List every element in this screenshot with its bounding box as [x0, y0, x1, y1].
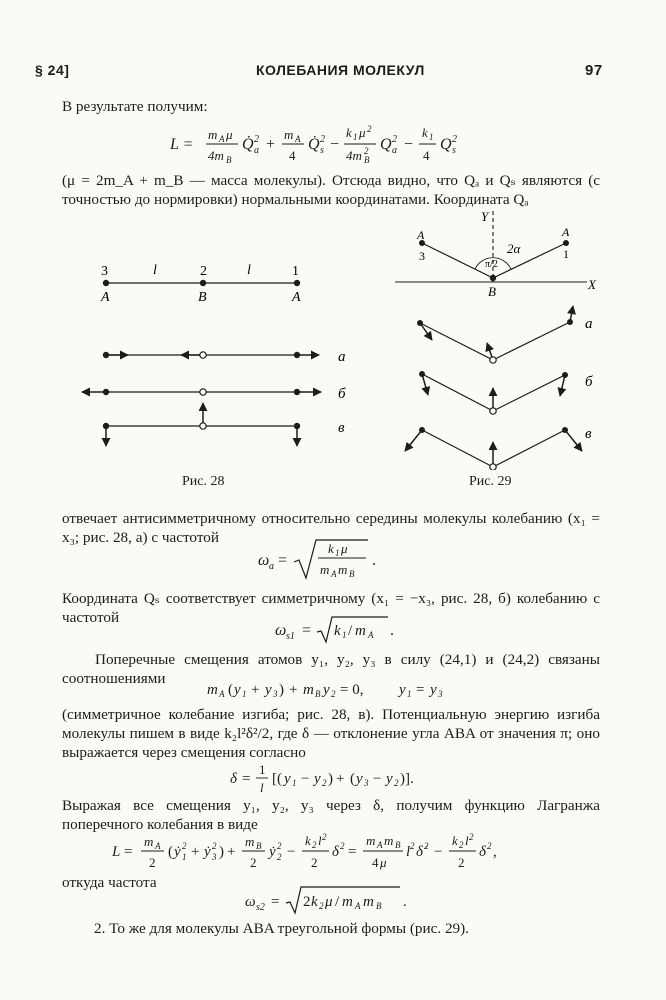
svg-text:1: 1: [259, 762, 266, 777]
fig28-letter-b: B: [198, 290, 207, 305]
svg-text:m: m: [342, 894, 353, 910]
svg-text:4: 4: [289, 148, 296, 163]
svg-text:2: 2: [424, 841, 429, 851]
svg-text:2: 2: [410, 841, 415, 851]
svg-text:a: a: [392, 145, 397, 156]
running-title: КОЛЕБАНИЯ МОЛЕКУЛ: [256, 62, 425, 78]
svg-text:4: 4: [423, 148, 430, 163]
svg-text:+: +: [289, 682, 298, 698]
svg-text:2: 2: [469, 832, 474, 842]
svg-text:1: 1: [429, 132, 434, 142]
svg-text:A: A: [331, 569, 337, 579]
fig28-num-3: 3: [101, 264, 108, 279]
svg-text:k: k: [452, 833, 458, 848]
svg-text:.: .: [403, 894, 407, 910]
svg-text:ω: ω: [245, 894, 256, 910]
fig28-label-b: б: [338, 386, 346, 402]
equation-omega-a-render: [258, 536, 408, 582]
svg-text:2: 2: [320, 134, 325, 145]
fig28-caption: Рис. 28: [182, 474, 225, 489]
fig28-atom-b: [200, 280, 206, 286]
paragraph-4: Поперечные смещения атомов y₁, y₂, y₃ в силу (24,1) и (24,2) связаны соотношениями: [62, 651, 600, 687]
svg-text:y: y: [430, 682, 437, 698]
svg-text:1: 1: [342, 630, 347, 640]
svg-text:2: 2: [149, 855, 156, 870]
svg-text:.: .: [390, 622, 394, 639]
svg-text:2: 2: [303, 894, 311, 910]
svg-text:k: k: [311, 894, 318, 910]
svg-text:): ): [279, 682, 284, 698]
fig28-bond-right: l: [247, 263, 251, 278]
svg-text:/: /: [348, 623, 353, 639]
svg-text:2: 2: [392, 134, 397, 145]
svg-text:Q̇: Q̇: [308, 136, 320, 153]
fig29-mode-v: [405, 426, 592, 470]
equation-lagrangian-2-render: [112, 831, 562, 875]
svg-text:(: (: [168, 844, 173, 860]
svg-text:B: B: [376, 901, 382, 911]
svg-text:3: 3: [212, 852, 217, 862]
svg-text:μ: μ: [359, 125, 366, 140]
fig28-mode-v: [103, 403, 345, 446]
svg-text:μ: μ: [325, 894, 333, 910]
svg-text:(: (: [350, 771, 355, 787]
svg-text:): ): [219, 844, 224, 860]
svg-text:[(: [(: [272, 771, 282, 787]
svg-text:m: m: [366, 833, 376, 848]
svg-text:3: 3: [364, 778, 369, 788]
svg-text:1: 1: [353, 132, 358, 142]
fig29-atom-a-left: A: [417, 228, 425, 242]
svg-text:l: l: [465, 833, 469, 848]
svg-text:=: =: [124, 844, 133, 860]
svg-text:y: y: [386, 771, 393, 787]
svg-text:y: y: [284, 771, 291, 787]
fig28-atom-a-left: [103, 280, 109, 286]
svg-text:B: B: [256, 841, 262, 851]
svg-text:l: l: [406, 844, 411, 860]
fig28-atom-a-right: [294, 280, 300, 286]
svg-text:=: =: [271, 894, 280, 910]
fig29-label-b: б: [585, 374, 593, 390]
svg-text:+: +: [251, 682, 260, 698]
svg-text:a: a: [269, 561, 274, 572]
svg-text:m: m: [208, 127, 218, 142]
svg-text:ẏ: ẏ: [204, 844, 211, 860]
svg-text:2: 2: [311, 855, 318, 870]
svg-text:3: 3: [273, 689, 278, 699]
svg-text:Q: Q: [380, 136, 392, 153]
svg-text:δ: δ: [332, 844, 339, 860]
svg-text:B: B: [349, 569, 355, 579]
paragraph-3: Координата Qₛ соответствует симметричному (x₁ = −x₃, рис. 28, б) колебанию с частотой: [62, 590, 600, 626]
svg-text:L =: L =: [170, 136, 194, 153]
svg-text:y: y: [323, 682, 330, 698]
svg-text:B: B: [395, 840, 401, 850]
svg-text:2: 2: [364, 146, 369, 156]
paragraph-5: (симметричное колебание изгиба; рис. 28, в). Потенциальную энергию изгиба молекулы пишем в виде k₂l²δ²/2, где δ — отклонение угла ABA от значения π; оно выражается через смещения согласно: [62, 706, 600, 761]
svg-text:A: A: [377, 840, 383, 850]
svg-text:B: B: [364, 155, 370, 165]
fig29-equilibrium: [395, 209, 597, 299]
svg-text:m: m: [355, 623, 366, 639]
equation-omega-a: [258, 536, 408, 587]
fig28-num-2: 2: [200, 264, 207, 279]
equation-lagrangian-render: [170, 120, 610, 168]
equation-relations: [207, 676, 467, 707]
svg-text:k: k: [305, 833, 311, 848]
fig28-letter-a-right: A: [292, 290, 301, 305]
svg-text:+: +: [266, 136, 276, 153]
fig29-num-3: 3: [419, 249, 425, 263]
svg-text:= 0,: = 0,: [340, 682, 364, 698]
svg-text:A: A: [368, 630, 374, 640]
svg-text:m: m: [144, 834, 154, 849]
svg-text:δ: δ: [230, 771, 237, 787]
svg-text:A: A: [155, 841, 161, 851]
fig29-mode-a: [417, 306, 593, 363]
svg-text:k: k: [346, 125, 352, 140]
svg-text:2: 2: [367, 124, 372, 134]
svg-text:2: 2: [322, 832, 327, 842]
paragraph-2: отвечает антисимметричному относительно середины молекулы колебанию (x₁ = x₃; рис. 28, а) с частотой: [62, 510, 600, 546]
svg-text:2: 2: [319, 901, 324, 911]
section-marker: § 24]: [35, 62, 70, 78]
equation-omega-s2: [245, 884, 425, 921]
svg-text:1: 1: [335, 548, 340, 558]
svg-text:A: A: [219, 689, 225, 699]
fig28-letter-a-left: A: [101, 290, 110, 305]
svg-text:y: y: [265, 682, 272, 698]
equation-lagrangian: [170, 120, 610, 173]
figure-29: [395, 205, 610, 470]
svg-text:l: l: [260, 780, 264, 795]
svg-text:=: =: [348, 844, 357, 860]
fig28-label-a: а: [338, 349, 346, 365]
svg-text:y: y: [314, 771, 321, 787]
svg-text:y: y: [399, 682, 406, 698]
svg-text:2: 2: [487, 841, 492, 851]
svg-text:2: 2: [182, 841, 187, 851]
svg-text:2: 2: [254, 134, 259, 145]
svg-text:Q̇: Q̇: [242, 136, 254, 153]
paragraph-1: (μ = 2m_A + m_B — масса молекулы). Отсюда видно, что Qₐ и Qₛ являются (с точностью до нормировки) нормальными координатами. Координата Qₐ: [62, 172, 600, 208]
svg-text:=: =: [416, 682, 425, 698]
svg-text:1: 1: [242, 689, 247, 699]
svg-text:μ: μ: [341, 541, 348, 556]
svg-text:4m: 4m: [208, 148, 224, 163]
svg-text:ẏ: ẏ: [174, 844, 181, 860]
svg-text:A: A: [219, 134, 225, 144]
fig29-label-a: а: [585, 316, 593, 332]
svg-text:4: 4: [372, 855, 379, 870]
paragraph-6: Выражая все смещения y₁, y₂, y₃ через δ, получим функцию Лагранжа поперечного колебания в виде: [62, 797, 600, 833]
svg-text:B: B: [315, 689, 321, 699]
svg-text:Q: Q: [440, 136, 452, 153]
svg-text:+: +: [336, 771, 345, 787]
svg-text:(: (: [228, 682, 233, 698]
svg-text:ẏ: ẏ: [269, 844, 276, 860]
svg-text:k: k: [422, 125, 428, 140]
svg-text:s1: s1: [286, 631, 295, 642]
fig29-label-x: X: [588, 277, 596, 292]
svg-text:2: 2: [312, 840, 317, 850]
svg-text:.: .: [372, 552, 376, 569]
svg-text:A: A: [295, 134, 301, 144]
svg-text:m: m: [245, 834, 255, 849]
svg-text:2: 2: [459, 840, 464, 850]
svg-text:a: a: [254, 145, 259, 156]
fig28-mode-a: [103, 349, 346, 365]
svg-text:/: /: [335, 894, 340, 910]
svg-text:μ: μ: [380, 855, 387, 870]
svg-text:4m: 4m: [346, 148, 362, 163]
svg-text:y: y: [356, 771, 363, 787]
svg-text:m: m: [338, 562, 348, 577]
page-number: 97: [585, 62, 603, 79]
equation-lagrangian-2: [112, 831, 562, 880]
svg-text:B: B: [226, 155, 232, 165]
svg-text:μ: μ: [226, 127, 233, 142]
svg-text:l: l: [318, 833, 322, 848]
equation-omega-s2-render: [245, 884, 425, 916]
fig29-num-1: 1: [563, 247, 569, 261]
fig28-mode-b: [82, 386, 346, 402]
svg-text:ω: ω: [275, 622, 287, 639]
svg-text:=: =: [242, 771, 251, 787]
svg-text:s: s: [320, 145, 324, 156]
svg-text:δ̇: δ̇: [416, 844, 423, 860]
svg-text:−: −: [434, 844, 443, 860]
fig29-atom-b: B: [488, 284, 496, 299]
svg-text:=: =: [278, 552, 288, 569]
figure-28: [80, 252, 370, 464]
svg-text:2: 2: [277, 841, 282, 851]
svg-text:A: A: [355, 901, 361, 911]
svg-text:): ): [328, 771, 333, 787]
fig29-label-y: Y: [481, 209, 489, 224]
svg-text:2: 2: [212, 841, 217, 851]
svg-text:δ: δ: [479, 844, 486, 860]
svg-text:2: 2: [250, 855, 257, 870]
svg-text:2: 2: [322, 778, 327, 788]
svg-text:−: −: [330, 136, 340, 153]
svg-text:y: y: [234, 682, 241, 698]
svg-text:3: 3: [438, 689, 443, 699]
svg-text:=: =: [302, 622, 312, 639]
svg-text:L: L: [112, 844, 121, 860]
svg-text:1: 1: [182, 852, 187, 862]
svg-text:+: +: [227, 844, 236, 860]
paragraph-7: откуда частота: [62, 874, 157, 891]
svg-text:−: −: [287, 844, 296, 860]
svg-text:s2: s2: [256, 902, 265, 913]
svg-text:+: +: [191, 844, 200, 860]
svg-text:2: 2: [394, 778, 399, 788]
svg-text:ω: ω: [258, 552, 270, 569]
svg-text:1: 1: [407, 689, 412, 699]
svg-text:1: 1: [292, 778, 297, 788]
fig29-mode-b: [419, 371, 593, 414]
svg-text:)].: )].: [400, 771, 414, 787]
svg-text:−: −: [373, 771, 382, 787]
svg-text:k: k: [334, 623, 341, 639]
fig29-pi-half: π/2: [485, 259, 498, 270]
svg-text:,: ,: [493, 844, 497, 860]
fig28-num-1: 1: [292, 264, 299, 279]
svg-text:2: 2: [277, 852, 282, 862]
svg-text:m: m: [320, 562, 330, 577]
svg-text:m: m: [303, 682, 314, 698]
svg-text:k: k: [328, 541, 334, 556]
svg-text:2: 2: [452, 134, 457, 145]
svg-text:s: s: [452, 145, 456, 156]
svg-text:2: 2: [340, 841, 345, 851]
fig28-label-v: в: [338, 420, 345, 436]
svg-text:m: m: [207, 682, 218, 698]
svg-text:m: m: [384, 833, 394, 848]
fig28-equilibrium: [100, 263, 301, 305]
equation-omega-s1: [275, 615, 415, 650]
fig29-caption: Рис. 29: [469, 474, 512, 489]
fig29-atom-a-right: A: [562, 225, 570, 239]
svg-text:−: −: [301, 771, 310, 787]
svg-text:m: m: [284, 127, 294, 142]
svg-text:m: m: [363, 894, 374, 910]
fig29-label-v: в: [585, 426, 592, 442]
equation-delta-render: [230, 759, 450, 799]
fig29-angle: 2α: [507, 241, 521, 256]
paragraph-8: 2. То же для молекулы ABA треугольной формы (рис. 29).: [94, 920, 469, 937]
equation-relations-render: [207, 676, 467, 702]
equation-omega-s1-render: [275, 615, 415, 645]
svg-text:2: 2: [331, 689, 336, 699]
svg-text:−: −: [404, 136, 414, 153]
fig28-bond-left: l: [153, 263, 157, 278]
svg-text:2: 2: [458, 855, 465, 870]
intro-text: В результате получим:: [62, 98, 208, 115]
